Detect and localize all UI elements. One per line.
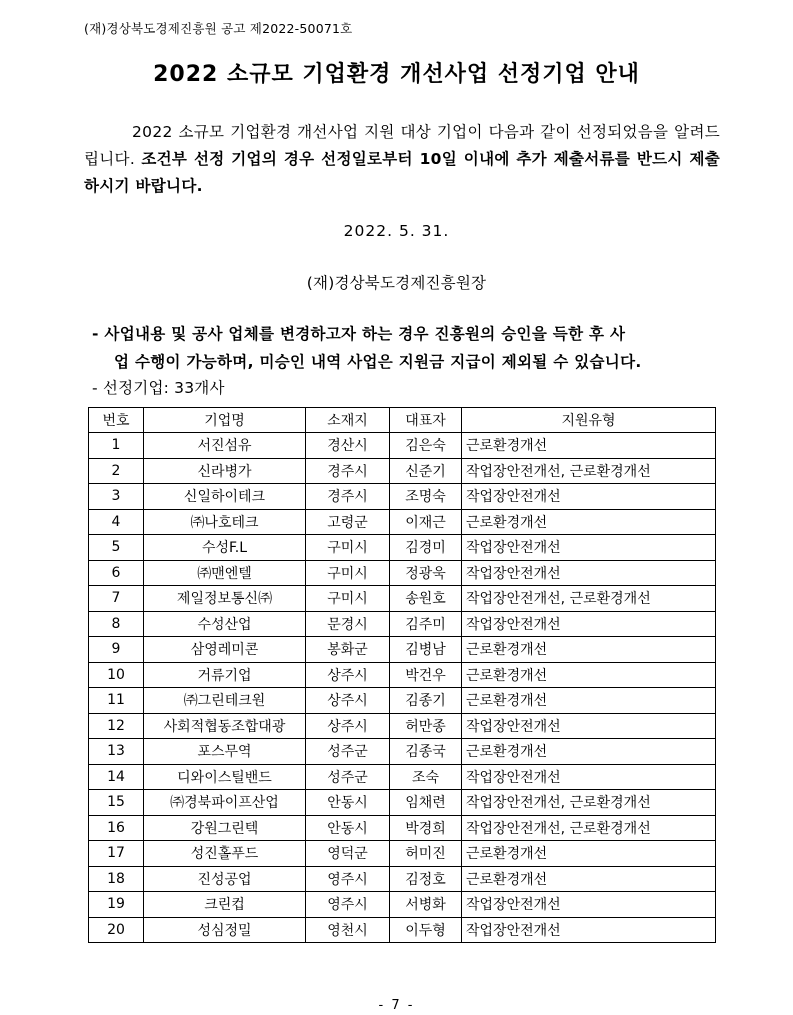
location-cell: 경산시 (306, 433, 390, 459)
table-row (89, 586, 716, 612)
representative-cell: 김경미 (390, 535, 462, 561)
support-type-cell: 작업장안전개선, 근로환경개선 (462, 586, 716, 612)
support-type-cell: 작업장안전개선, 근로환경개선 (462, 815, 716, 841)
column-header-number: 번호 (89, 408, 144, 433)
support-type-cell: 근로환경개선 (462, 841, 716, 867)
intro-paragraph (84, 119, 720, 200)
company-name-cell: 신일하이테크 (144, 484, 306, 510)
location-cell: 경주시 (306, 484, 390, 510)
table-row (89, 892, 716, 918)
representative-cell: 김종기 (390, 688, 462, 714)
issuing-organization: (재)경상북도경제진흥원장 (306, 274, 487, 292)
page-number: - 7 - (378, 998, 415, 1013)
selected-count: - 선정기업: 33개사 (92, 379, 225, 397)
company-name-cell: 사회적협동조합대광 (144, 713, 306, 739)
support-type-cell: 작업장안전개선 (462, 484, 716, 510)
location-cell: 성주군 (306, 764, 390, 790)
row-number-cell: 2 (89, 458, 144, 484)
company-name-cell: 제일정보통신㈜ (144, 586, 306, 612)
location-cell: 경주시 (306, 458, 390, 484)
row-number-cell: 19 (89, 892, 144, 918)
support-type-cell: 근로환경개선 (462, 739, 716, 765)
location-cell: 영천시 (306, 917, 390, 943)
column-header-location: 소재지 (306, 408, 390, 433)
row-number-cell: 13 (89, 739, 144, 765)
document-reference: (재)경상북도경제진흥원 공고 제2022-50071호 (84, 21, 353, 36)
table-row (89, 637, 716, 663)
location-cell: 상주시 (306, 713, 390, 739)
row-number-cell: 14 (89, 764, 144, 790)
announcement-date: 2022. 5. 31. (343, 222, 450, 240)
representative-cell: 김병남 (390, 637, 462, 663)
representative-cell: 서병화 (390, 892, 462, 918)
company-name-cell: 크린컵 (144, 892, 306, 918)
representative-cell: 송원호 (390, 586, 462, 612)
row-number-cell: 10 (89, 662, 144, 688)
column-header-support-type: 지원유형 (462, 408, 716, 433)
column-header-company: 기업명 (144, 408, 306, 433)
representative-cell: 허만종 (390, 713, 462, 739)
representative-cell: 이재근 (390, 509, 462, 535)
table-row (89, 713, 716, 739)
support-type-cell: 근로환경개선 (462, 688, 716, 714)
support-type-cell: 작업장안전개선 (462, 535, 716, 561)
column-header-representative: 대표자 (390, 408, 462, 433)
support-type-cell: 작업장안전개선 (462, 892, 716, 918)
row-number-cell: 11 (89, 688, 144, 714)
row-number-cell: 17 (89, 841, 144, 867)
company-name-cell: 진성공업 (144, 866, 306, 892)
table-row (89, 560, 716, 586)
company-name-cell: ㈜맨엔텔 (144, 560, 306, 586)
location-cell: 상주시 (306, 688, 390, 714)
company-name-cell: ㈜경북파이프산업 (144, 790, 306, 816)
table-row (89, 688, 716, 714)
table-row (89, 764, 716, 790)
location-cell: 상주시 (306, 662, 390, 688)
notice-line-1: - 사업내용 및 공사 업체를 변경하고자 하는 경우 진흥원의 승인을 득한 후 사 (92, 325, 626, 343)
row-number-cell: 20 (89, 917, 144, 943)
table-row (89, 535, 716, 561)
location-cell: 영덕군 (306, 841, 390, 867)
intro-bold-text: 조건부 선정 기업의 경우 선정일로부터 10일 이내에 추가 제출서류를 반드시 제출하시기 바랍니다. (84, 150, 720, 195)
notice-paragraph (92, 320, 720, 376)
representative-cell: 허미진 (390, 841, 462, 867)
support-type-cell: 작업장안전개선 (462, 764, 716, 790)
row-number-cell: 15 (89, 790, 144, 816)
page-title: 2022 소규모 기업환경 개선사업 선정기업 안내 (153, 62, 640, 87)
table-row (89, 662, 716, 688)
table-row (89, 841, 716, 867)
representative-cell: 신준기 (390, 458, 462, 484)
location-cell: 성주군 (306, 739, 390, 765)
representative-cell: 조숙 (390, 764, 462, 790)
company-name-cell: 강원그린텍 (144, 815, 306, 841)
location-cell: 안동시 (306, 815, 390, 841)
row-number-cell: 6 (89, 560, 144, 586)
company-name-cell: 신라병가 (144, 458, 306, 484)
table-row (89, 815, 716, 841)
row-number-cell: 7 (89, 586, 144, 612)
table-row (89, 739, 716, 765)
support-type-cell: 작업장안전개선, 근로환경개선 (462, 790, 716, 816)
support-type-cell: 작업장안전개선 (462, 713, 716, 739)
location-cell: 구미시 (306, 535, 390, 561)
table-row (89, 866, 716, 892)
table-row (89, 458, 716, 484)
selected-companies-table (88, 407, 716, 943)
representative-cell: 이두형 (390, 917, 462, 943)
location-cell: 구미시 (306, 560, 390, 586)
location-cell: 문경시 (306, 611, 390, 637)
location-cell: 안동시 (306, 790, 390, 816)
representative-cell: 박건우 (390, 662, 462, 688)
company-name-cell: 수성산업 (144, 611, 306, 637)
table-row (89, 790, 716, 816)
support-type-cell: 근로환경개선 (462, 662, 716, 688)
row-number-cell: 9 (89, 637, 144, 663)
company-name-cell: 삼영레미콘 (144, 637, 306, 663)
table-row (89, 611, 716, 637)
company-name-cell: ㈜나호테크 (144, 509, 306, 535)
table-row (89, 433, 716, 459)
company-name-cell: 성심정밀 (144, 917, 306, 943)
company-name-cell: 포스무역 (144, 739, 306, 765)
row-number-cell: 12 (89, 713, 144, 739)
table-body (89, 433, 716, 943)
table-row (89, 484, 716, 510)
row-number-cell: 8 (89, 611, 144, 637)
support-type-cell: 작업장안전개선 (462, 611, 716, 637)
support-type-cell: 작업장안전개선 (462, 560, 716, 586)
location-cell: 영주시 (306, 892, 390, 918)
row-number-cell: 3 (89, 484, 144, 510)
company-name-cell: ㈜그린테크원 (144, 688, 306, 714)
company-name-cell: 수성F.L (144, 535, 306, 561)
row-number-cell: 5 (89, 535, 144, 561)
representative-cell: 김종국 (390, 739, 462, 765)
representative-cell: 김은숙 (390, 433, 462, 459)
company-name-cell: 성진홀푸드 (144, 841, 306, 867)
table-row (89, 917, 716, 943)
intro-plain-text: 2022 소규모 기업환경 개선사업 지원 대상 기업이 다음과 같이 선정되었음을 알려드립니다. (84, 123, 720, 168)
representative-cell: 김정호 (390, 866, 462, 892)
support-type-cell: 근로환경개선 (462, 509, 716, 535)
support-type-cell: 근로환경개선 (462, 433, 716, 459)
representative-cell: 박경희 (390, 815, 462, 841)
location-cell: 고령군 (306, 509, 390, 535)
representative-cell: 임채련 (390, 790, 462, 816)
support-type-cell: 근로환경개선 (462, 637, 716, 663)
table-header-row (89, 408, 716, 433)
location-cell: 영주시 (306, 866, 390, 892)
row-number-cell: 4 (89, 509, 144, 535)
representative-cell: 정광욱 (390, 560, 462, 586)
table-row (89, 509, 716, 535)
notice-line-2: 업 수행이 가능하며, 미승인 내역 사업은 지원금 지급이 제외될 수 있습니다. (114, 353, 642, 371)
support-type-cell: 작업장안전개선 (462, 917, 716, 943)
row-number-cell: 16 (89, 815, 144, 841)
row-number-cell: 18 (89, 866, 144, 892)
row-number-cell: 1 (89, 433, 144, 459)
company-name-cell: 거류기업 (144, 662, 306, 688)
company-name-cell: 디와이스틸밴드 (144, 764, 306, 790)
company-name-cell: 서진섬유 (144, 433, 306, 459)
support-type-cell: 작업장안전개선, 근로환경개선 (462, 458, 716, 484)
representative-cell: 조명숙 (390, 484, 462, 510)
support-type-cell: 근로환경개선 (462, 866, 716, 892)
representative-cell: 김주미 (390, 611, 462, 637)
location-cell: 봉화군 (306, 637, 390, 663)
location-cell: 구미시 (306, 586, 390, 612)
